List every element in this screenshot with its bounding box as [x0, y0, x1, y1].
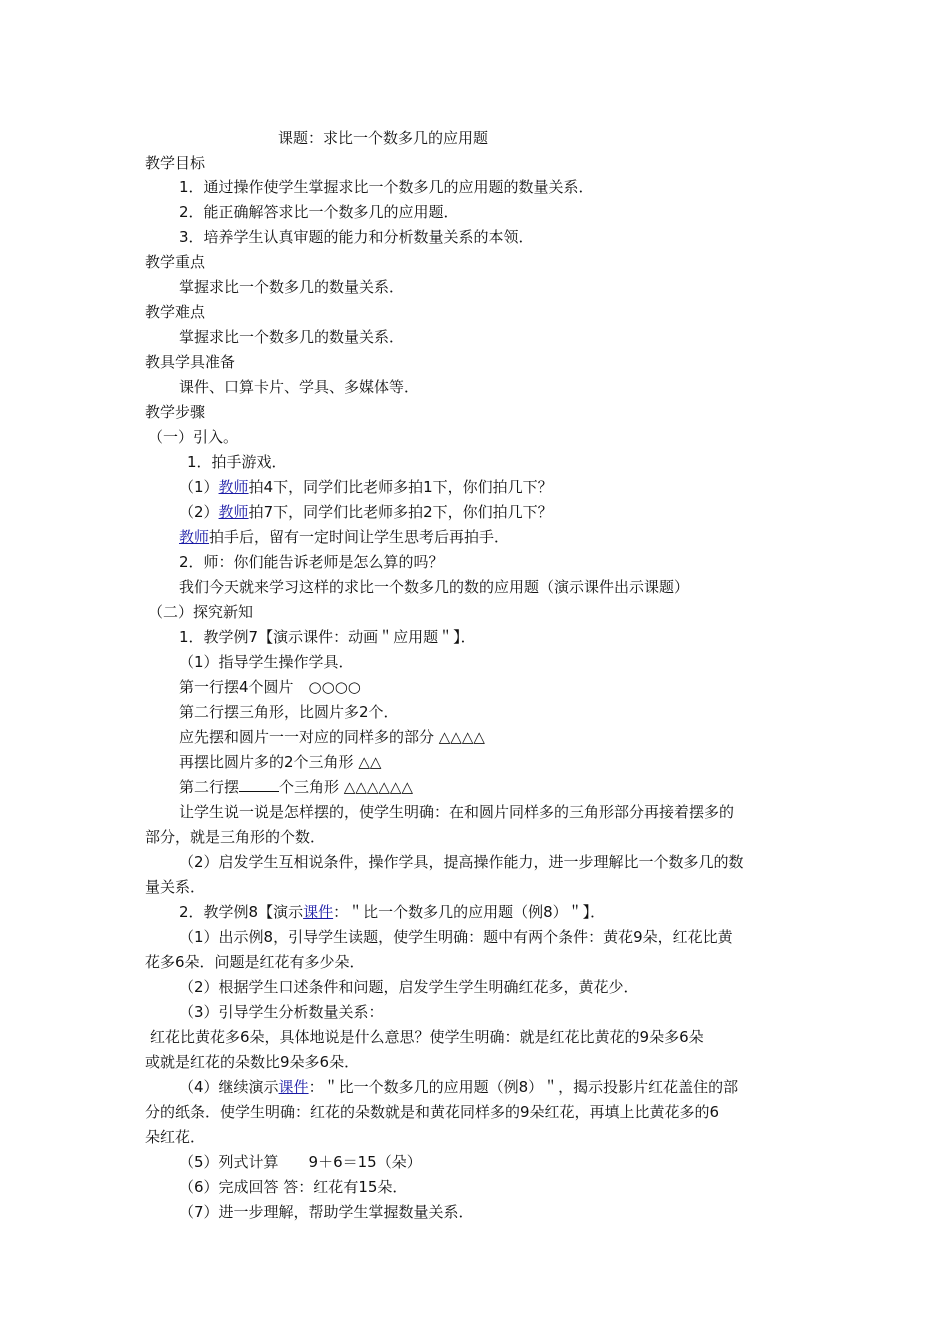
- q2-text: 拍7下，同学们比老师多拍2下，你们拍几下？: [248, 503, 553, 521]
- fill-blank: [239, 776, 279, 792]
- part1-heading: （一）引入。: [148, 428, 239, 446]
- condition-step: （2）根据学生口述条件和问题，启发学生学生明确红花多，黄花少．: [179, 978, 639, 996]
- teacher-link[interactable]: 教师: [179, 528, 210, 546]
- show-line-1: （1）出示例8，引导学生读题，使学生明确：题中有两个条件：黄花9朵，红花比黄: [179, 928, 733, 946]
- analyze-step: （3）引导学生分析数量关系：: [179, 1003, 384, 1021]
- inspire-line-2: 量关系．: [145, 878, 206, 896]
- page-title: 课题：求比一个数多几的应用题: [278, 129, 489, 147]
- ex8-a: 2．教学例8【演示: [179, 903, 304, 921]
- key-points-text: 掌握求比一个数多几的数量关系．: [179, 278, 405, 296]
- question-1: [179, 475, 849, 500]
- heading-objectives: 教学目标: [145, 154, 206, 172]
- courseware-link[interactable]: 课件: [278, 1078, 309, 1096]
- ex8-b: ：＂比一个数多几的应用题（例8）＂】．: [333, 903, 606, 921]
- cont-a: （4）继续演示: [179, 1078, 279, 1096]
- heading-steps: 教学步骤: [145, 403, 206, 421]
- objective-2: 2．能正确解答求比一个数多几的应用题．: [179, 203, 459, 221]
- heading-difficulties: 教学难点: [145, 303, 206, 321]
- meaning-line-2: 或就是红花的朵数比9朵多6朵．: [145, 1053, 360, 1071]
- heading-tools: 教具学具准备: [145, 353, 236, 371]
- meaning-line-1: 红花比黄花多6朵，具体地说是什么意思？使学生明确：就是红花比黄花的9朵多6朵: [150, 1028, 704, 1046]
- question-2: [179, 500, 849, 525]
- row-5: [179, 775, 849, 800]
- continue-line-1: [179, 1075, 849, 1100]
- q1-prefix: （1）: [179, 478, 219, 496]
- row-1: 第一行摆4个圆片 ○○○○: [179, 678, 361, 696]
- example-7: 1．教学例7【演示课件：动画＂应用题＂】．: [179, 628, 476, 646]
- continue-line-3: 朵红花．: [145, 1128, 206, 1146]
- further-step: （7）进一步理解，帮助学生掌握数量关系．: [179, 1203, 474, 1221]
- calculation-step: （5）列式计算 9＋6＝15（朵）: [179, 1153, 422, 1171]
- objective-1: 1．通过操作使学生掌握求比一个数多几的应用题的数量关系．: [179, 178, 594, 196]
- row-3: 应先摆和圆片一一对应的同样多的部分 △△△△: [179, 728, 485, 746]
- note-text: 拍手后，留有一定时间让学生思考后再拍手．: [209, 528, 510, 546]
- cont-b: ：＂比一个数多几的应用题（例8）＂，揭示投影片红花盖住的部: [308, 1078, 739, 1096]
- objective-3: 3．培养学生认真审题的能力和分析数量关系的本领．: [179, 228, 534, 246]
- intro-text: 我们今天就来学习这样的求比一个数多几的数的应用题（演示课件出示课题）: [179, 578, 690, 596]
- tools-text: 课件、口算卡片、学具、多媒体等．: [179, 378, 420, 396]
- question-3: 2．师：你们能告诉老师是怎么算的吗？: [179, 553, 444, 571]
- inspire-line-1: （2）启发学生互相说条件，操作学具，提高操作能力，进一步理解比一个数多几的数: [179, 853, 744, 871]
- heading-key-points: 教学重点: [145, 253, 206, 271]
- explain-line-2: 部分，就是三角形的个数．: [145, 828, 326, 846]
- explain-line-1: 让学生说一说是怎样摆的，使学生明确：在和圆片同样多的三角形部分再接着摆多的: [179, 803, 735, 821]
- row-5-a: 第二行摆: [179, 778, 240, 796]
- courseware-link[interactable]: 课件: [303, 903, 334, 921]
- part2-heading: （二）探究新知: [148, 603, 254, 621]
- row-2: 第二行摆三角形，比圆片多2个．: [179, 703, 399, 721]
- continue-line-2: 分的纸条．使学生明确：红花的朵数就是和黄花同样多的9朵红花，再填上比黄花多的6: [145, 1103, 720, 1121]
- teacher-link[interactable]: 教师: [218, 503, 249, 521]
- answer-step: （6）完成回答 答：红花有15朵．: [179, 1178, 408, 1196]
- q1-text: 拍4下，同学们比老师多拍1下，你们拍几下？: [248, 478, 553, 496]
- teacher-note: [179, 525, 849, 550]
- difficulties-text: 掌握求比一个数多几的数量关系．: [179, 328, 405, 346]
- guide-step: （1）指导学生操作学具．: [179, 653, 354, 671]
- teacher-link[interactable]: 教师: [218, 478, 249, 496]
- row-4: 再摆比圆片多的2个三角形 △△: [179, 753, 382, 771]
- show-line-2: 花多6朵．问题是红花有多少朵．: [145, 953, 365, 971]
- clap-game: 1．拍手游戏．: [187, 453, 287, 471]
- q2-prefix: （2）: [179, 503, 219, 521]
- example-8: [179, 900, 849, 925]
- row-5-b: 个三角形 △△△△△△: [279, 778, 413, 796]
